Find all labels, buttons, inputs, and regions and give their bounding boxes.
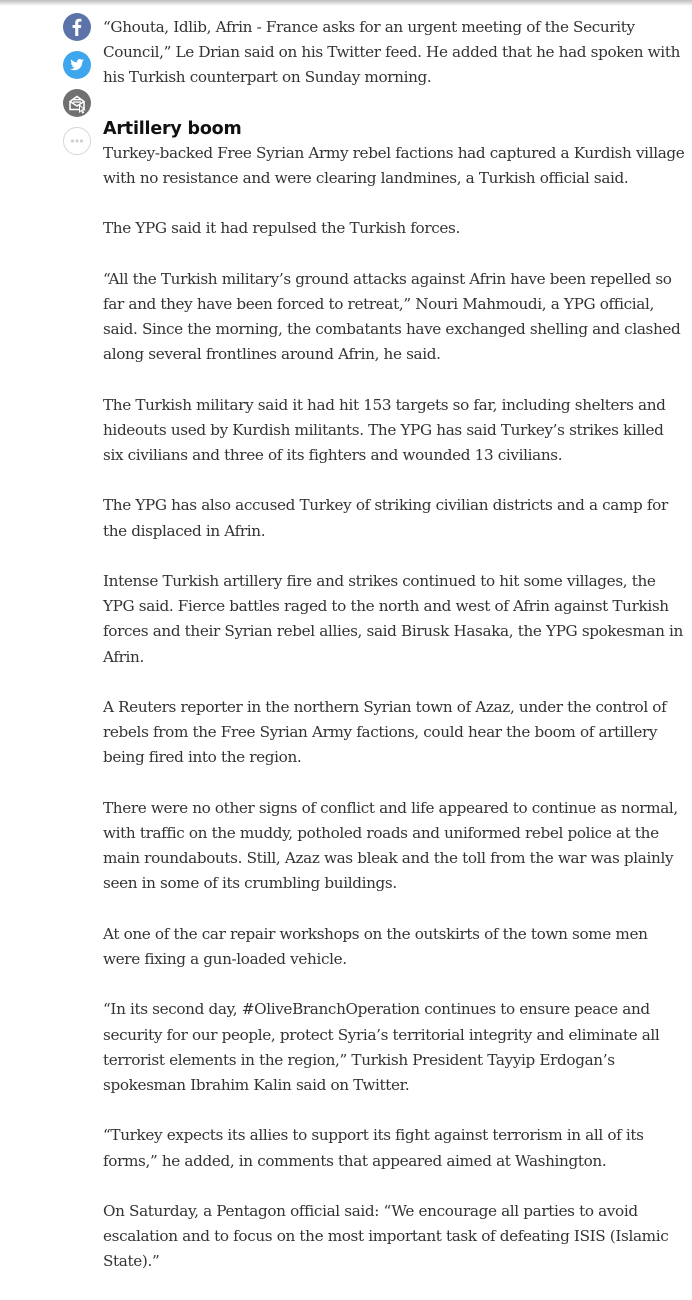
facebook-share-button[interactable]	[63, 13, 91, 41]
paragraph: At one of the car repair workshops on the outskirts of the town some men were fixing a gun-loaded vehicle.	[103, 924, 648, 968]
paragraph: “Turkey expects its allies to support its fight against terrorism in all of its forms,” he added, in comments that appeared aimed at Washington.	[103, 1126, 644, 1170]
top-shadow	[0, 0, 692, 6]
share-rail	[63, 13, 91, 165]
more-icon	[64, 128, 90, 154]
intro-paragraph: “Ghouta, Idlib, Afrin - France asks for an urgent meeting of the Security Council,” Le Drian said on his Twitter feed. He added that he had spoken with his Turkish counterpart on Sunday morning.	[103, 18, 680, 87]
facebook-icon	[63, 13, 91, 41]
section-heading: Artillery boom	[103, 118, 242, 139]
paragraph: “All the Turkish military’s ground attacks against Afrin have been repelled so far and they have been forced to retreat,” Nouri Mahmoudi, a YPG official, said. Since the morning, the combatants have exchanged shelling and clashed along several frontlines around Afrin, he said.	[103, 269, 681, 364]
paragraph: Intense Turkish artillery fire and strikes continued to hit some villages, the YPG said. Fierce battles raged to the north and west of Afrin against Turkish forces and their Syrian rebel allies, said Birusk Hasaka, the YPG spokesman in Afrin.	[103, 571, 683, 666]
paragraph: “In its second day, #OliveBranchOperation continues to ensure peace and security for our people, protect Syria’s territorial integrity and eliminate all terrorist elements in the region,” Turkish President Tayyip Erdogan’s spokesman Ibrahim Kalin said on Twitter.	[103, 1000, 660, 1094]
article-body	[103, 15, 688, 1300]
paragraph: There were no other signs of conflict and life appeared to continue as normal, with traffic on the muddy, potholed roads and uniformed rebel police at the main roundabouts. Still, Azaz was bleak and the toll from the war was plainly seen in some of its crumbling buildings.	[103, 798, 678, 893]
more-share-button[interactable]	[63, 127, 91, 155]
email-share-button[interactable]	[63, 89, 91, 117]
paragraph: The Turkish military said it had hit 153 targets so far, including shelters and hideouts used by Kurdish militants. The YPG has said Turkey’s strikes killed six civilians and three of its fighters and wounded 13 civilians.	[103, 395, 666, 464]
paragraph: On Saturday, a Pentagon official said: “We encourage all parties to avoid escalation and to focus on the most important task of defeating ISIS (Islamic State).”	[103, 1201, 669, 1271]
email-icon	[63, 89, 91, 117]
paragraph: The YPG said it had repulsed the Turkish forces.	[103, 219, 460, 238]
paragraph: Turkey-backed Free Syrian Army rebel factions had captured a Kurdish village with no resistance and were clearing landmines, a Turkish official said.	[103, 143, 685, 187]
twitter-share-button[interactable]	[63, 51, 91, 79]
twitter-icon	[63, 51, 91, 79]
paragraph: A Reuters reporter in the northern Syrian town of Azaz, under the control of rebels from the Free Syrian Army factions, could hear the boom of artillery being fired into the region.	[103, 697, 667, 767]
paragraph: The YPG has also accused Turkey of striking civilian districts and a camp for the displaced in Afrin.	[103, 496, 668, 540]
